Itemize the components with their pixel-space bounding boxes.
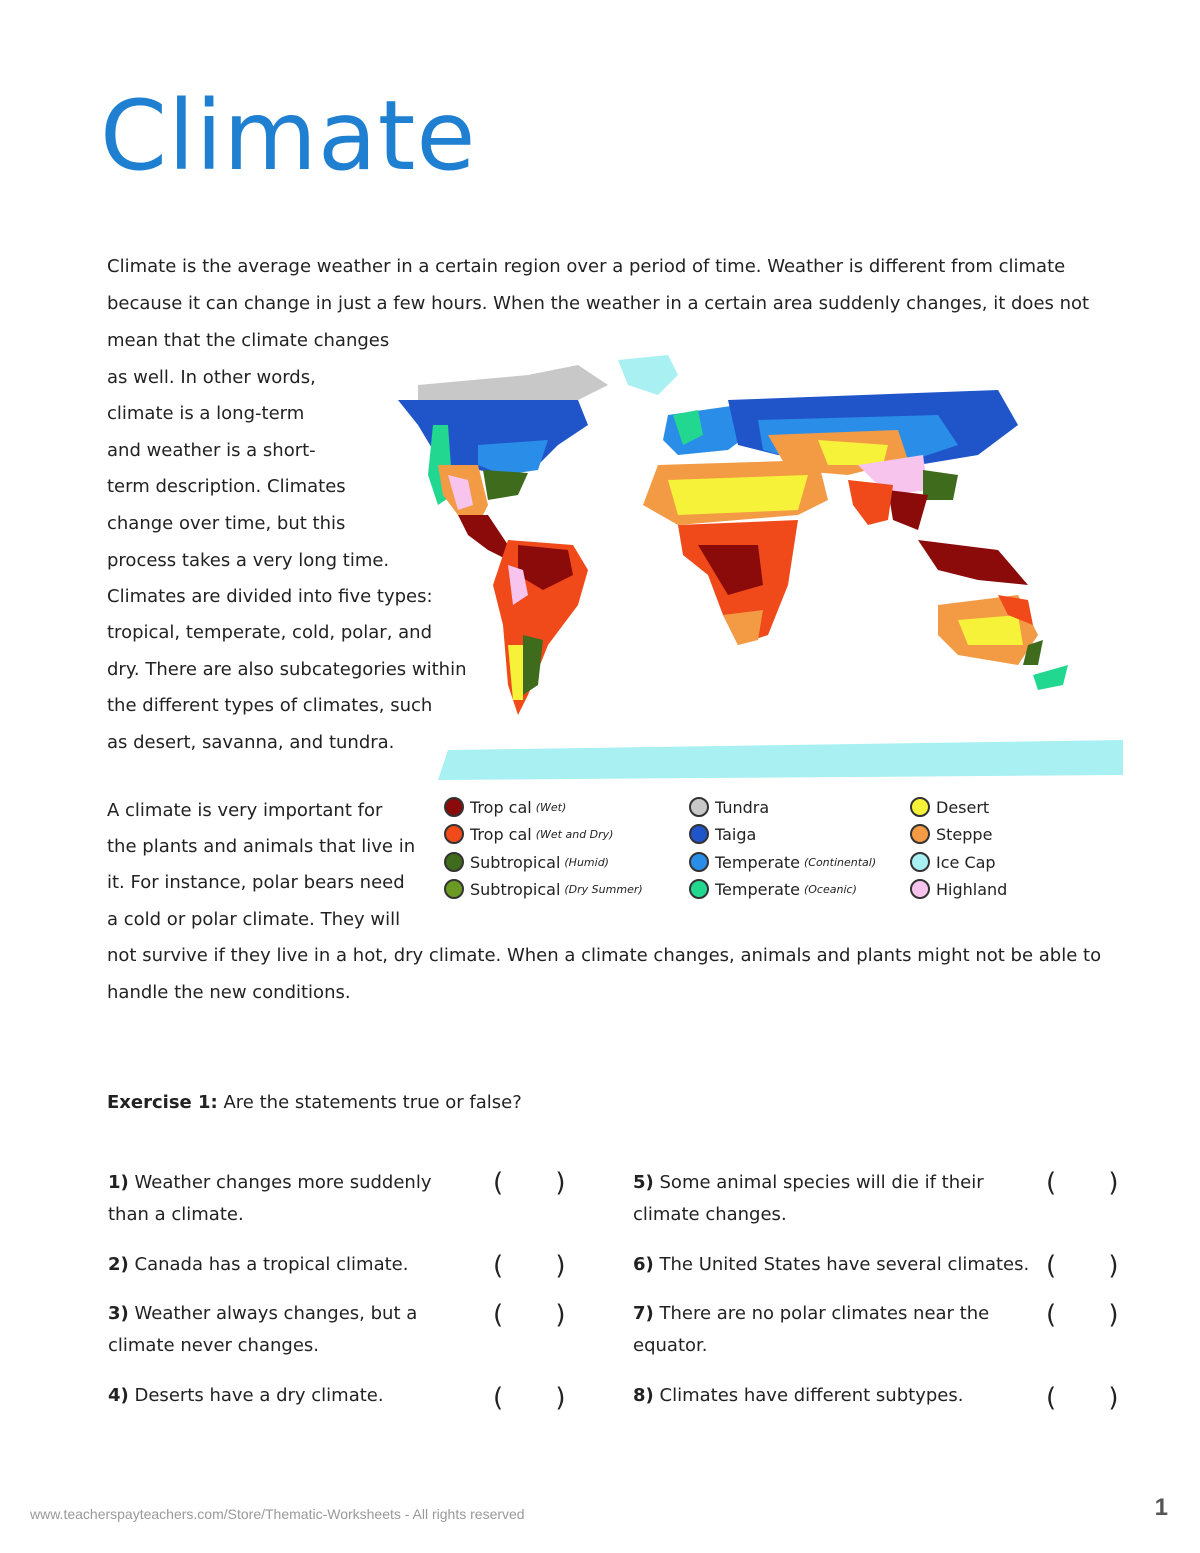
circle-icon — [910, 797, 930, 817]
question-number: 2) — [108, 1254, 129, 1275]
question-text: Climates have different subtypes. — [659, 1385, 964, 1406]
legend-sublabel: (Oceanic) — [803, 882, 857, 896]
exercise-heading — [107, 1092, 522, 1113]
intro-line: Climate is the average weather in a certain region over a period of time. Weather is different from climate — [107, 256, 1066, 277]
question-item — [633, 1380, 1003, 1412]
legend-label: Desert — [936, 797, 990, 817]
exercise-prompt: Are the statements true or false? — [223, 1092, 522, 1113]
legend-label: Temperate — [715, 852, 800, 872]
question-text: Weather changes more suddenly than a climate. — [108, 1172, 432, 1225]
legend-item — [689, 876, 857, 902]
intro-line: change over time, but this — [107, 513, 346, 534]
question-item — [108, 1380, 478, 1412]
answer-box[interactable]: ( ) — [493, 1251, 588, 1281]
question-item — [633, 1249, 1033, 1281]
question-item — [633, 1298, 1003, 1362]
intro-line: tropical, temperate, cold, polar, and — [107, 622, 433, 643]
footer-text: www.teacherspayteachers.com/Store/Thematic-Worksheets - All rights reserved — [30, 1506, 525, 1522]
world-climate-map-icon — [378, 355, 1123, 780]
question-number: 8) — [633, 1385, 654, 1406]
intro-line: climate is a long-term — [107, 403, 305, 424]
intro-line: Climates are divided into five types: — [107, 586, 433, 607]
intro-line: dry. There are also subcategories within — [107, 659, 467, 680]
intro-line: term description. Climates — [107, 476, 346, 497]
circle-icon — [689, 797, 709, 817]
legend-item — [444, 794, 566, 820]
circle-icon — [910, 879, 930, 899]
question-item — [108, 1298, 478, 1362]
answer-box[interactable]: ( ) — [493, 1168, 588, 1198]
legend-label: Tundra — [715, 797, 770, 817]
body-line: handle the new conditions. — [107, 982, 351, 1003]
question-number: 1) — [108, 1172, 129, 1193]
question-number: 6) — [633, 1254, 654, 1275]
page-number: 1 — [1154, 1494, 1168, 1521]
legend-sublabel: (Dry Summer) — [564, 882, 643, 896]
legend-item — [910, 794, 989, 820]
circle-icon — [689, 824, 709, 844]
legend-label: Temperate — [715, 879, 800, 899]
legend-item — [444, 849, 609, 875]
legend-item — [444, 876, 643, 902]
question-text: The United States have several climates. — [659, 1254, 1030, 1275]
legend-label: Steppe — [936, 824, 993, 844]
answer-box[interactable]: ( ) — [1046, 1383, 1141, 1413]
body-line: a cold or polar climate. They will — [107, 909, 401, 930]
body-line: it. For instance, polar bears need — [107, 872, 405, 893]
legend-item — [689, 821, 760, 847]
question-item — [633, 1167, 1003, 1231]
question-text: Deserts have a dry climate. — [134, 1385, 384, 1406]
intro-line: as well. In other words, — [107, 367, 316, 388]
legend-label: Subtropical — [470, 879, 561, 899]
answer-box[interactable]: ( ) — [1046, 1251, 1141, 1281]
answer-box[interactable]: ( ) — [493, 1300, 588, 1330]
circle-icon — [444, 797, 464, 817]
question-text: There are no polar climates near the equator. — [633, 1303, 990, 1356]
legend-label: Subtropical — [470, 852, 561, 872]
question-text: Some animal species will die if their climate changes. — [633, 1172, 984, 1225]
legend-label: Taiga — [715, 824, 757, 844]
body-line: not survive if they live in a hot, dry climate. When a climate changes, animals and plants might not be able to — [107, 945, 1102, 966]
legend-label: Highland — [936, 879, 1008, 899]
question-number: 4) — [108, 1385, 129, 1406]
circle-icon — [689, 852, 709, 872]
legend-sublabel: (Wet and Dry) — [535, 827, 614, 841]
circle-icon — [444, 879, 464, 899]
legend-item — [910, 849, 996, 875]
legend-item — [444, 821, 613, 847]
legend-item — [689, 794, 773, 820]
intro-line: and weather is a short- — [107, 440, 316, 461]
answer-box[interactable]: ( ) — [1046, 1168, 1141, 1198]
exercise-label: Exercise 1: — [107, 1092, 218, 1113]
body-line: A climate is very important for — [107, 800, 383, 821]
question-text: Weather always changes, but a climate never changes. — [108, 1303, 418, 1356]
question-text: Canada has a tropical climate. — [134, 1254, 409, 1275]
intro-line: process takes a very long time. — [107, 550, 390, 571]
circle-icon — [689, 879, 709, 899]
answer-box[interactable]: ( ) — [1046, 1300, 1141, 1330]
question-number: 3) — [108, 1303, 129, 1324]
legend-label: Ice Cap — [936, 852, 996, 872]
body-line: the plants and animals that live in — [107, 836, 416, 857]
question-number: 7) — [633, 1303, 654, 1324]
circle-icon — [910, 824, 930, 844]
legend-sublabel: (Wet) — [535, 800, 567, 814]
legend-sublabel: (Continental) — [803, 855, 877, 869]
answer-box[interactable]: ( ) — [493, 1383, 588, 1413]
legend-item — [910, 876, 1007, 902]
legend-item — [910, 821, 992, 847]
intro-line: because it can change in just a few hours. When the weather in a certain area suddenly changes, it does not — [107, 293, 1090, 314]
page-title: Climate — [100, 80, 477, 192]
intro-line: the different types of climates, such — [107, 695, 433, 716]
circle-icon — [444, 852, 464, 872]
circle-icon — [444, 824, 464, 844]
legend-label: Trop cal — [470, 797, 532, 817]
question-item — [108, 1249, 478, 1281]
intro-line: mean that the climate changes — [107, 330, 390, 351]
intro-line: as desert, savanna, and tundra. — [107, 732, 395, 753]
question-item — [108, 1167, 478, 1231]
circle-icon — [910, 852, 930, 872]
question-number: 5) — [633, 1172, 654, 1193]
legend-sublabel: (Humid) — [564, 855, 609, 869]
legend-item — [689, 849, 876, 875]
legend-label: Trop cal — [470, 824, 532, 844]
